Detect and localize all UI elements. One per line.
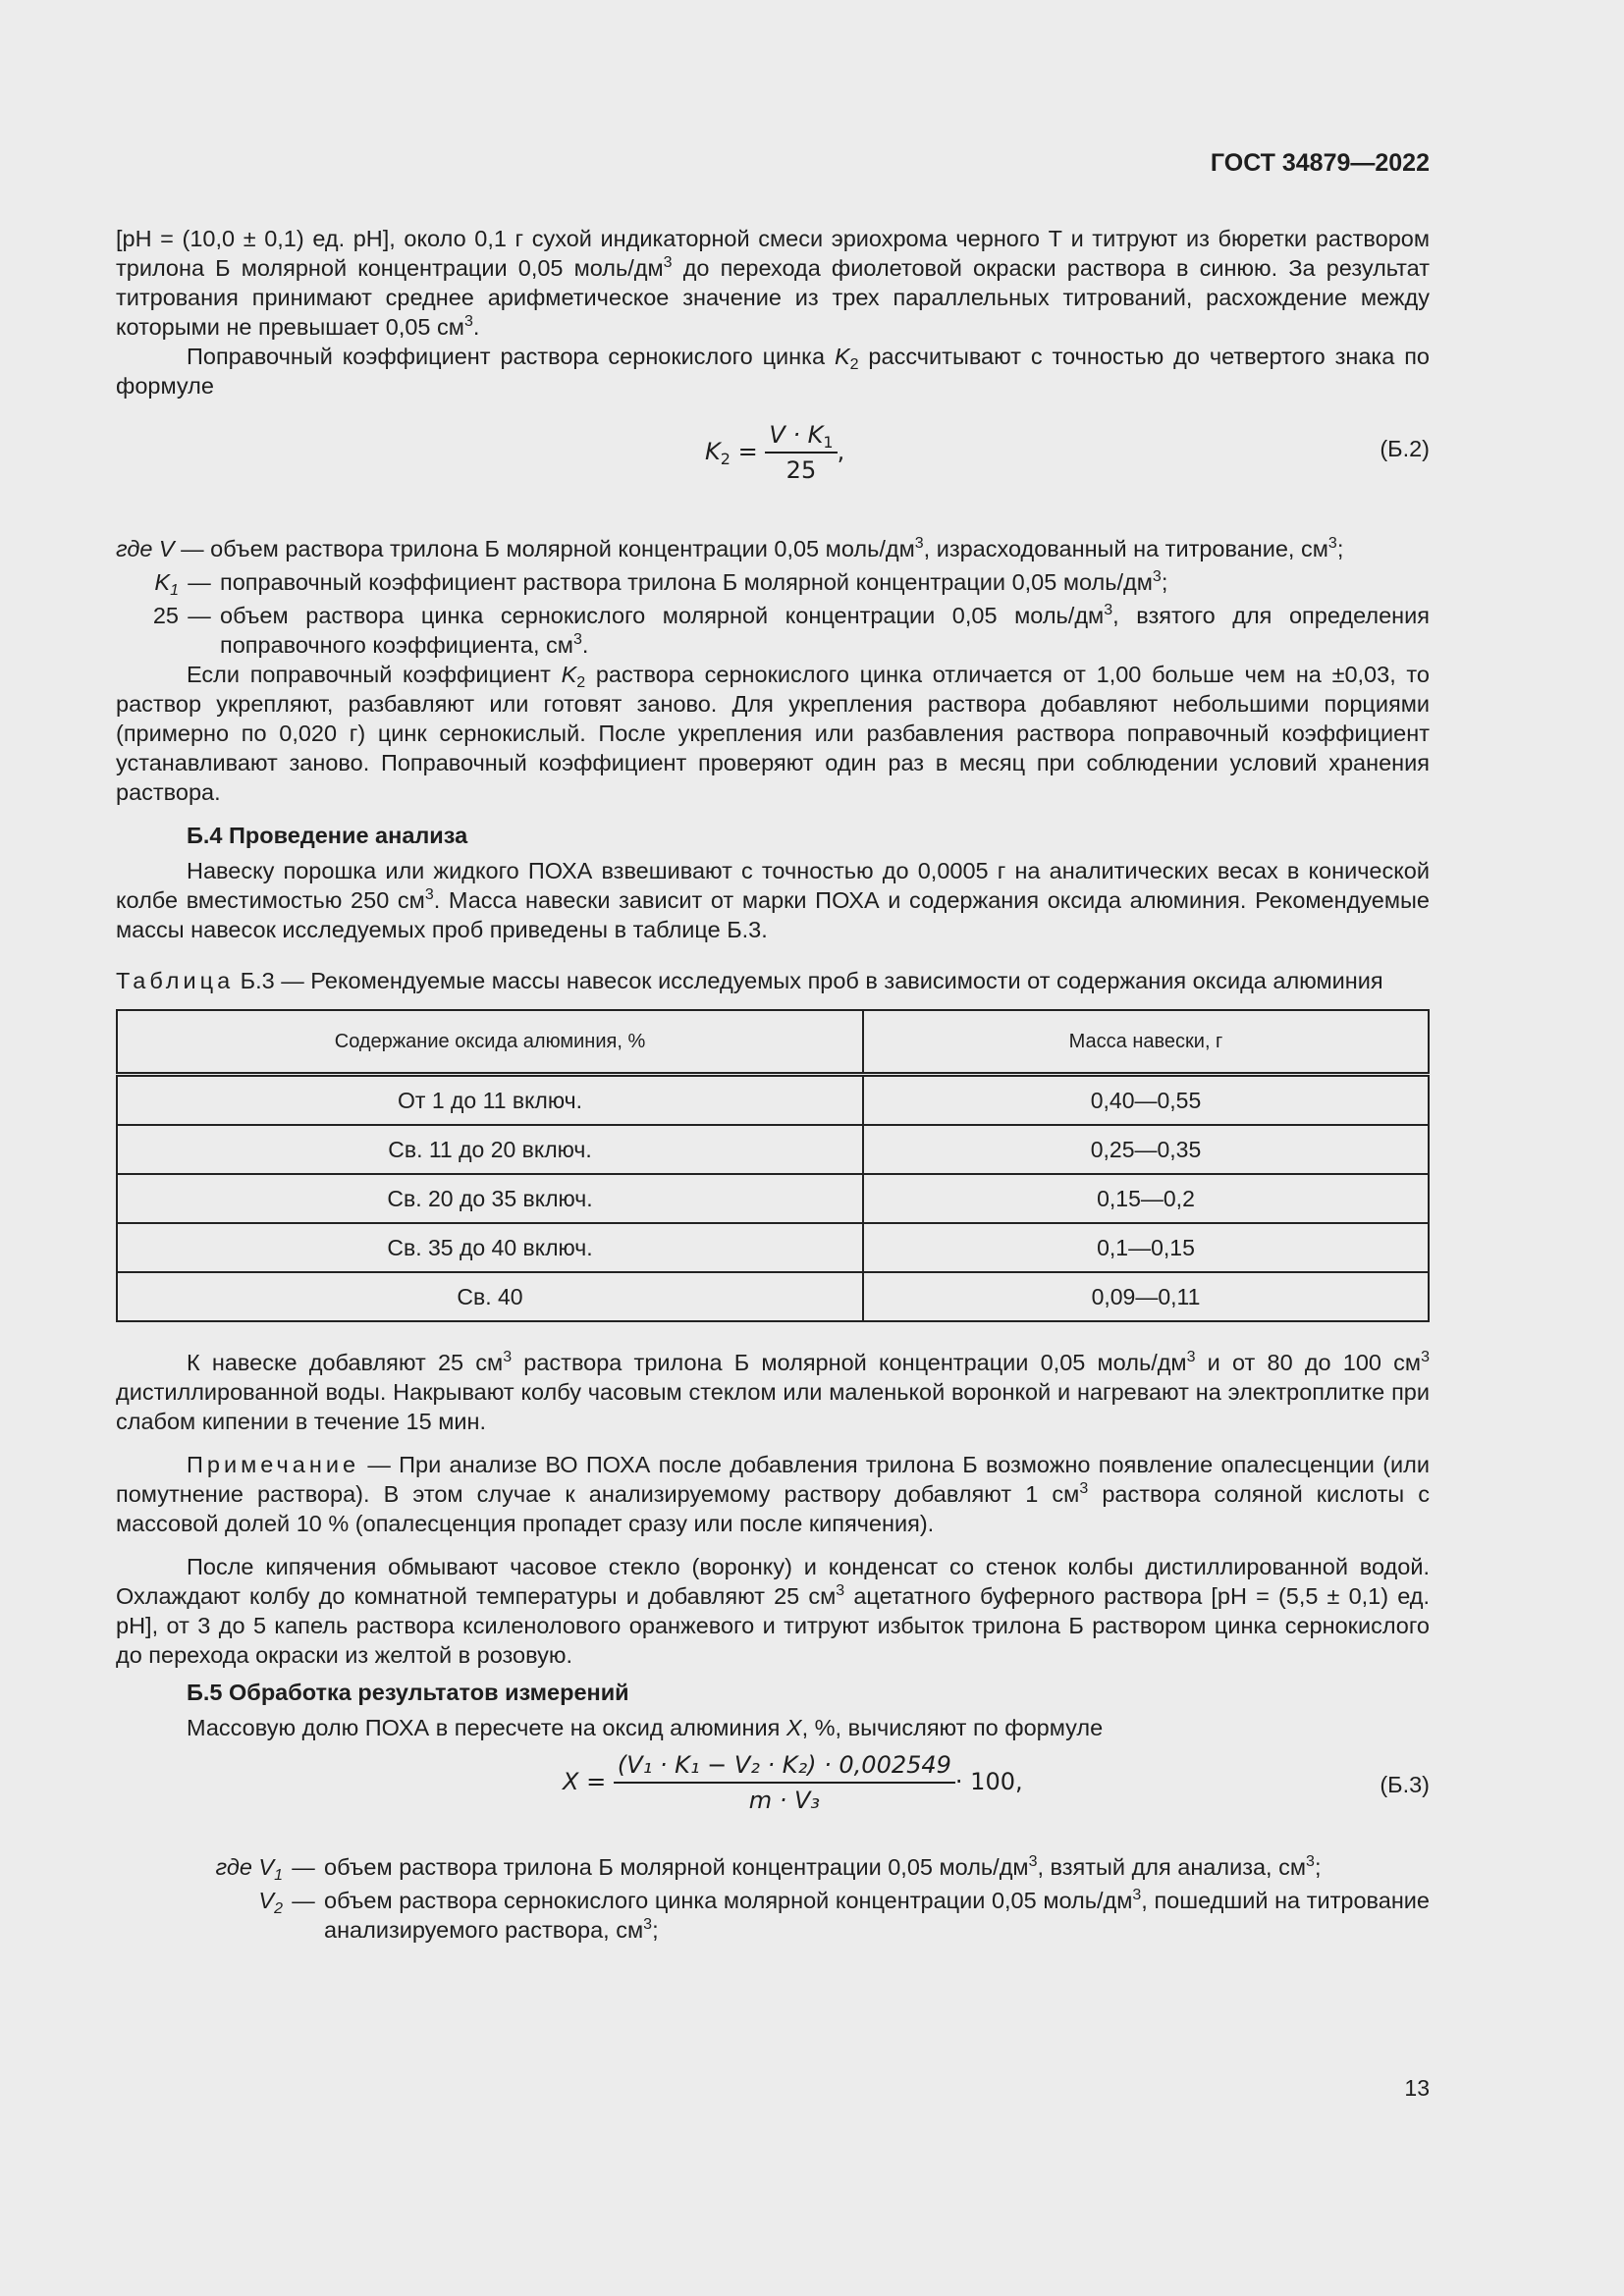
definition-row: $K_1$ — поправочный коэффициент раствора трилона Б молярной концентрации 0,05 моль/$дм^3$;	[154, 568, 1168, 599]
table-cell: От 1 до 11 включ.	[117, 1075, 863, 1126]
table-row	[117, 1223, 1429, 1272]
table-caption: Таблица Б.3 — Рекомендуемые массы навесок исследуемых проб в зависимости от содержания оксида алюминия	[116, 968, 1383, 993]
table-header-row	[117, 1010, 1429, 1075]
page-content	[116, 224, 1430, 1945]
paragraph: [pH = (10,0 ± 0,1) ед. pH], около 0,1 г сухой индикаторной смеси эриохрома черного Т и титруют из бюретки раствором трилона Б молярной концентрации 0,05 моль/$дм^3$ до перехода фиолетовой окраски раствора в синюю. За результат титрования принимают среднее арифметическое значение из трех параллельных титрований, расхождение между которыми не превышает 0,05 $см^3$.	[116, 226, 1430, 340]
definition-row: $V_2$ — объем раствора сернокислого цинка молярной концентрации 0,05 моль/$дм^3$, пошедший на титрование анализируемого раствора, $см^3$;	[258, 1887, 1430, 1943]
table-row	[117, 1125, 1429, 1174]
paragraph: Навеску порошка или жидкого ПОХА взвешивают с точностью до 0,0005 г на аналитических весах в конической колбе вместимостью 250 $см^3$. Масса навески зависит от марки ПОХА и содержания оксида алюминия. Рекомендуемые массы навесок исследуемых проб приведены в таблице Б.3.	[116, 858, 1430, 942]
table-cell: Св. 35 до 40 включ.	[117, 1223, 863, 1272]
definition-row: где V — объем раствора трилона Б молярной концентрации 0,05 моль/$дм^3$, израсходованный на титрование, $см^3$;	[116, 535, 1344, 561]
table-cell: Св. 11 до 20 включ.	[117, 1125, 863, 1174]
definitions-b3	[116, 1852, 1430, 1945]
table-cell: 0,40—0,55	[863, 1075, 1429, 1126]
table-b3	[116, 1009, 1430, 1322]
table-cell: Св. 40	[117, 1272, 863, 1321]
table-row	[117, 1174, 1429, 1223]
formula-b3: X = $\frac{\text{(V₁ · K₁ − V₂ · K₂) · 0,002549}}{\text{m · V₃}}$ · 100, (Б.3)	[563, 1751, 1430, 1814]
table-cell: Св. 20 до 35 включ.	[117, 1174, 863, 1223]
page-number: 13	[1404, 2075, 1430, 2101]
formula-b2: $K_2$ = $\frac{V \cdot K_1}{25}$ , (Б.2)	[705, 421, 1430, 484]
paragraph: Поправочный коэффициент раствора сернокислого цинка $K_2$ рассчитывают с точностью до четвертого знака по формуле	[116, 344, 1430, 399]
table-row	[117, 1075, 1429, 1126]
paragraph: К навеске добавляют 25 $см^3$ раствора трилона Б молярной концентрации 0,05 моль/$дм^3$ и от 80 до 100 $см^3$ дистиллированной воды. Накрывают колбу часовым стеклом или маленькой воронкой и нагревают на электроплитке при слабом кипении в течение 15 мин.	[116, 1349, 1430, 1434]
section-heading-b5: Б.5 Обработка результатов измерений	[187, 1680, 629, 1705]
formula-label: (Б.2)	[1380, 436, 1430, 461]
table-cell: 0,09—0,11	[863, 1272, 1429, 1321]
formula-label: (Б.3)	[1380, 1772, 1430, 1797]
document-header: ГОСТ 34879—2022	[1210, 149, 1430, 177]
definitions-b2	[116, 534, 1430, 660]
table-cell: 0,15—0,2	[863, 1174, 1429, 1223]
table-header-cell: Содержание оксида алюминия, %	[117, 1010, 863, 1075]
table-header-cell: Масса навески, г	[863, 1010, 1429, 1075]
paragraph: Массовую долю ПОХА в пересчете на оксид алюминия X, %, вычисляют по формуле	[187, 1715, 1104, 1740]
paragraph: Если поправочный коэффициент $K_2$ раствора сернокислого цинка отличается от 1,00 больше чем на ±0,03, то раствор укрепляют, разбавляют или готовят заново. Для укрепления раствора добавляют небольшими порциями (примерно по 0,020 г) цинк сернокислый. После укрепления или разбавления раствора поправочный коэффициент устанавливают заново. Поправочный коэффициент проверяют один раз в месяц при соблюдении условий хранения раствора.	[116, 662, 1430, 805]
note: Примечание — При анализе ВО ПОХА после добавления трилона Б возможно появление опалесценции (или помутнение раствора). В этом случае к анализируемому раствору добавляют 1 $см^3$ раствора соляной кислоты с массовой долей 10 % (опалесценция пропадет сразу или после кипячения).	[116, 1452, 1430, 1536]
definition-row: где $V_1$ — объем раствора трилона Б молярной концентрации 0,05 моль/$дм^3$, взятый для анализа, $см^3$;	[215, 1853, 1322, 1884]
table-row	[117, 1272, 1429, 1321]
table-cell: 0,25—0,35	[863, 1125, 1429, 1174]
paragraph: После кипячения обмывают часовое стекло (воронку) и конденсат со стенок колбы дистиллированной водой. Охлаждают колбу до комнатной температуры и добавляют 25 $см^3$ ацетатного буферного раствора [pH = (5,5 ± 0,1) ед. pH], от 3 до 5 капель раствора ксиленолового оранжевого и титруют избыток трилона Б раствором цинка сернокислого до перехода окраски из желтой в розовую.	[116, 1554, 1430, 1668]
fraction: $\frac{V \cdot K_1}{25}$	[765, 420, 837, 485]
definition-row: 25 — объем раствора цинка сернокислого молярной концентрации 0,05 моль/$дм^3$, взятого для определения поправочного коэффициента, $см^3$.	[152, 602, 1430, 658]
fraction: $\frac{\text{(V₁ · K₁ − V₂ · K₂) · 0,002549}}{\text{m · V₃}}$	[614, 1750, 955, 1815]
table-cell: 0,1—0,15	[863, 1223, 1429, 1272]
section-heading-b4: Б.4 Проведение анализа	[187, 823, 468, 848]
